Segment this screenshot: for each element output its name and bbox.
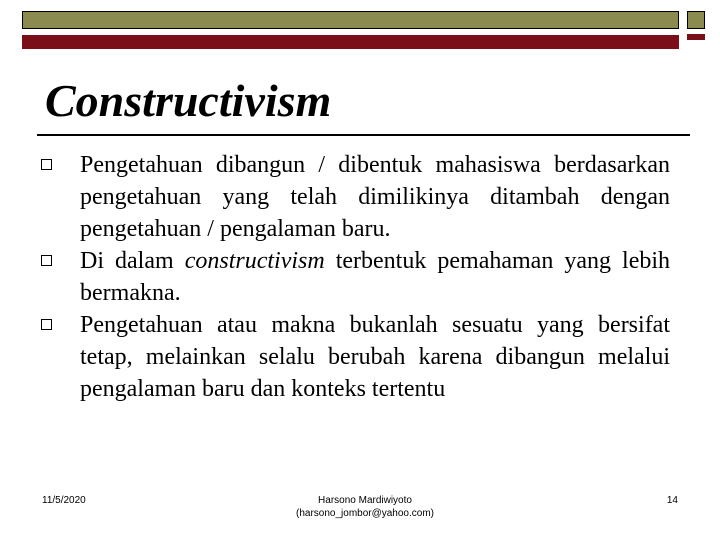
square-bullet-icon	[41, 159, 52, 170]
bullet-item	[40, 149, 670, 245]
page-number: 14	[666, 495, 678, 506]
bullet-list	[40, 149, 670, 405]
bullet-text-italic: constructivism	[184, 248, 325, 274]
bullet-text-before: Di dalam	[80, 248, 185, 274]
footer-author	[230, 494, 500, 520]
square-bullet-icon	[41, 255, 52, 266]
bullet-item	[40, 245, 670, 309]
olive-bar	[22, 11, 679, 29]
header-decoration-bar	[22, 11, 679, 39]
title-underline	[37, 134, 690, 136]
maroon-square	[687, 34, 705, 40]
square-bullet-icon	[41, 319, 52, 330]
author-email: (harsono_jombor@yahoo.com)	[296, 508, 434, 519]
footer-date: 11/5/2020	[42, 495, 86, 506]
bullet-text-after: terbentuk pemahaman yang lebih bermakna.	[80, 248, 671, 306]
slide-title: Constructivism	[45, 75, 332, 126]
bullet-item	[40, 309, 670, 405]
bullet-text: Pengetahuan atau makna bukanlah sesuatu yang bersifat tetap, melainkan selalu berubah karena dibangun melalui pengalaman baru dan konteks tertentu	[80, 312, 670, 402]
maroon-bar	[22, 35, 679, 49]
olive-square	[687, 11, 705, 29]
bullet-text: Pengetahuan dibangun / dibentuk mahasiswa berdasarkan pengetahuan yang telah dimilikinya ditambah dengan pengetahuan / pengalaman baru.	[80, 152, 670, 242]
author-name: Harsono Mardiwiyoto	[318, 495, 412, 506]
